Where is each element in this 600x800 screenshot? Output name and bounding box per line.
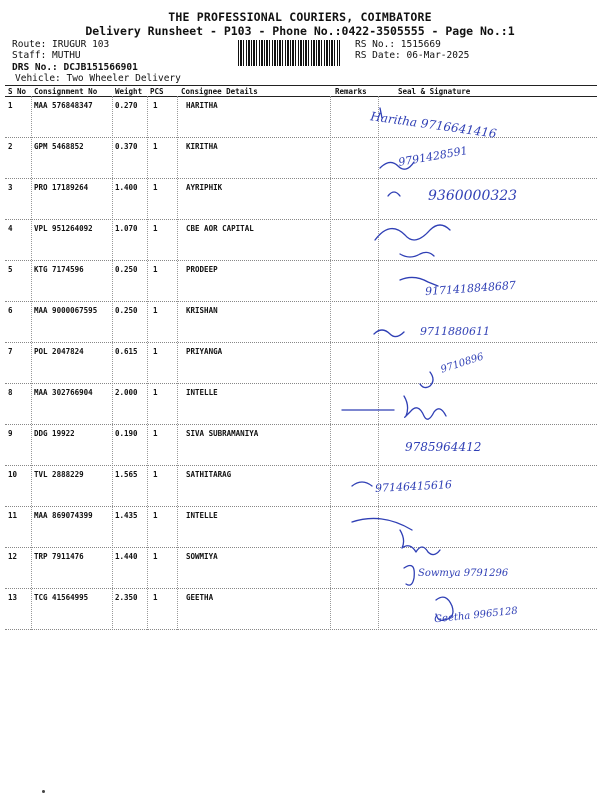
row-consignee: INTELLE <box>186 388 218 397</box>
row-divider <box>5 629 597 630</box>
row-consignee: GEETHA <box>186 593 214 602</box>
row-sno: 5 <box>8 265 13 274</box>
table-row <box>0 301 600 342</box>
col-header-pcs: PCS <box>150 87 164 96</box>
row-sno: 1 <box>8 101 13 110</box>
row-consignment-no: TCG 41564995 <box>34 593 89 602</box>
col-header-consignment: Consignment No <box>34 87 98 96</box>
row-consignment-no: POL 2047824 <box>34 347 84 356</box>
table-top-rule <box>5 85 597 86</box>
signature-7: 9710896 <box>439 351 486 376</box>
row-sno: 8 <box>8 388 13 397</box>
row-consignment-no: GPM 5468852 <box>34 142 84 151</box>
rs-number: RS No.: 1515669 <box>355 39 441 50</box>
row-pcs: 1 <box>153 347 158 356</box>
row-sno: 4 <box>8 224 13 233</box>
col-header-seal-signature: Seal & Signature <box>398 87 471 96</box>
signature-2: 9791428591 <box>397 144 469 169</box>
row-sno: 10 <box>8 470 18 479</box>
row-weight: 1.565 <box>115 470 138 479</box>
table-row <box>0 137 600 178</box>
row-consignee: AYRIPHIK <box>186 183 223 192</box>
row-consignment-no: MAA 869074399 <box>34 511 93 520</box>
row-pcs: 1 <box>153 593 158 602</box>
drs-number: DRS No.: DCJB151566901 <box>12 62 138 73</box>
col-header-remarks: Remarks <box>335 87 367 96</box>
runsheet-subtitle: Delivery Runsheet - P103 - Phone No.:0422-3505555 - Page No.:1 <box>85 24 515 38</box>
row-pcs: 1 <box>153 388 158 397</box>
row-pcs: 1 <box>153 552 158 561</box>
row-pcs: 1 <box>153 511 158 520</box>
row-weight: 1.435 <box>115 511 138 520</box>
barcode <box>238 40 340 66</box>
row-pcs: 1 <box>153 142 158 151</box>
row-pcs: 1 <box>153 429 158 438</box>
row-weight: 2.000 <box>115 388 138 397</box>
row-consignment-no: TRP 7911476 <box>34 552 84 561</box>
row-pcs: 1 <box>153 183 158 192</box>
route-label: Route: IRUGUR 103 <box>12 39 110 50</box>
table-row <box>0 219 600 260</box>
signature-12: Sowmya 9791296 <box>418 568 509 579</box>
row-consignment-no: MAA 302766904 <box>34 388 93 397</box>
vehicle-label: Vehicle: Two Wheeler Delivery <box>15 73 181 84</box>
row-consignee: SOWMIYA <box>186 552 218 561</box>
row-sno: 7 <box>8 347 13 356</box>
row-pcs: 1 <box>153 265 158 274</box>
signature-1: Haritha 9716641416 <box>369 109 498 141</box>
signature-13: Geetha 9965128 <box>433 605 519 626</box>
row-weight: 2.350 <box>115 593 138 602</box>
row-sno: 13 <box>8 593 18 602</box>
row-consignee: SATHITARAG <box>186 470 232 479</box>
row-sno: 3 <box>8 183 13 192</box>
row-pcs: 1 <box>153 101 158 110</box>
row-weight: 0.615 <box>115 347 138 356</box>
table-row <box>0 465 600 506</box>
row-pcs: 1 <box>153 306 158 315</box>
signature-9: 9785964412 <box>405 440 482 454</box>
table-row <box>0 506 600 547</box>
row-consignee: KIRITHA <box>186 142 218 151</box>
row-consignment-no: VPL 951264092 <box>34 224 93 233</box>
row-weight: 0.250 <box>115 306 138 315</box>
row-consignment-no: KTG 7174596 <box>34 265 84 274</box>
row-weight: 0.370 <box>115 142 138 151</box>
row-sno: 2 <box>8 142 13 151</box>
signature-3: 9360000323 <box>428 188 518 204</box>
row-weight: 1.400 <box>115 183 138 192</box>
table-row <box>0 547 600 588</box>
row-consignee: PRIYANGA <box>186 347 223 356</box>
row-consignment-no: MAA 576848347 <box>34 101 93 110</box>
signature-10: 97146415616 <box>374 477 453 496</box>
company-title: THE PROFESSIONAL COURIERS, COIMBATORE <box>168 10 432 24</box>
scan-speck <box>42 790 45 793</box>
table-row <box>0 383 600 424</box>
table-row <box>0 96 600 137</box>
row-consignee: HARITHA <box>186 101 218 110</box>
row-weight: 0.250 <box>115 265 138 274</box>
row-consignee: INTELLE <box>186 511 218 520</box>
row-weight: 0.190 <box>115 429 138 438</box>
row-consignee: KRISHAN <box>186 306 218 315</box>
row-consignment-no: MAA 9000067595 <box>34 306 98 315</box>
table-row <box>0 342 600 383</box>
row-sno: 11 <box>8 511 18 520</box>
row-pcs: 1 <box>153 470 158 479</box>
signature-6: 9711880611 <box>420 325 490 338</box>
row-consignment-no: DDG 19922 <box>34 429 75 438</box>
row-consignment-no: TVL 2888229 <box>34 470 84 479</box>
row-sno: 6 <box>8 306 13 315</box>
col-header-sno: S No <box>8 87 27 96</box>
staff-label: Staff: MUTHU <box>12 50 81 61</box>
row-consignee: SIVA SUBRAMANIYA <box>186 429 259 438</box>
row-consignee: PRODEEP <box>186 265 218 274</box>
col-header-consignee: Consignee Details <box>181 87 258 96</box>
row-sno: 9 <box>8 429 13 438</box>
row-consignee: CBE AOR CAPITAL <box>186 224 254 233</box>
row-weight: 1.070 <box>115 224 138 233</box>
row-weight: 0.270 <box>115 101 138 110</box>
table-row <box>0 424 600 465</box>
signature-5: 9171418848687 <box>424 278 517 299</box>
rs-date: RS Date: 06-Mar-2025 <box>355 50 470 61</box>
col-header-weight: Weight <box>115 87 143 96</box>
row-sno: 12 <box>8 552 18 561</box>
row-weight: 1.440 <box>115 552 138 561</box>
row-pcs: 1 <box>153 224 158 233</box>
row-consignment-no: PRO 17189264 <box>34 183 89 192</box>
